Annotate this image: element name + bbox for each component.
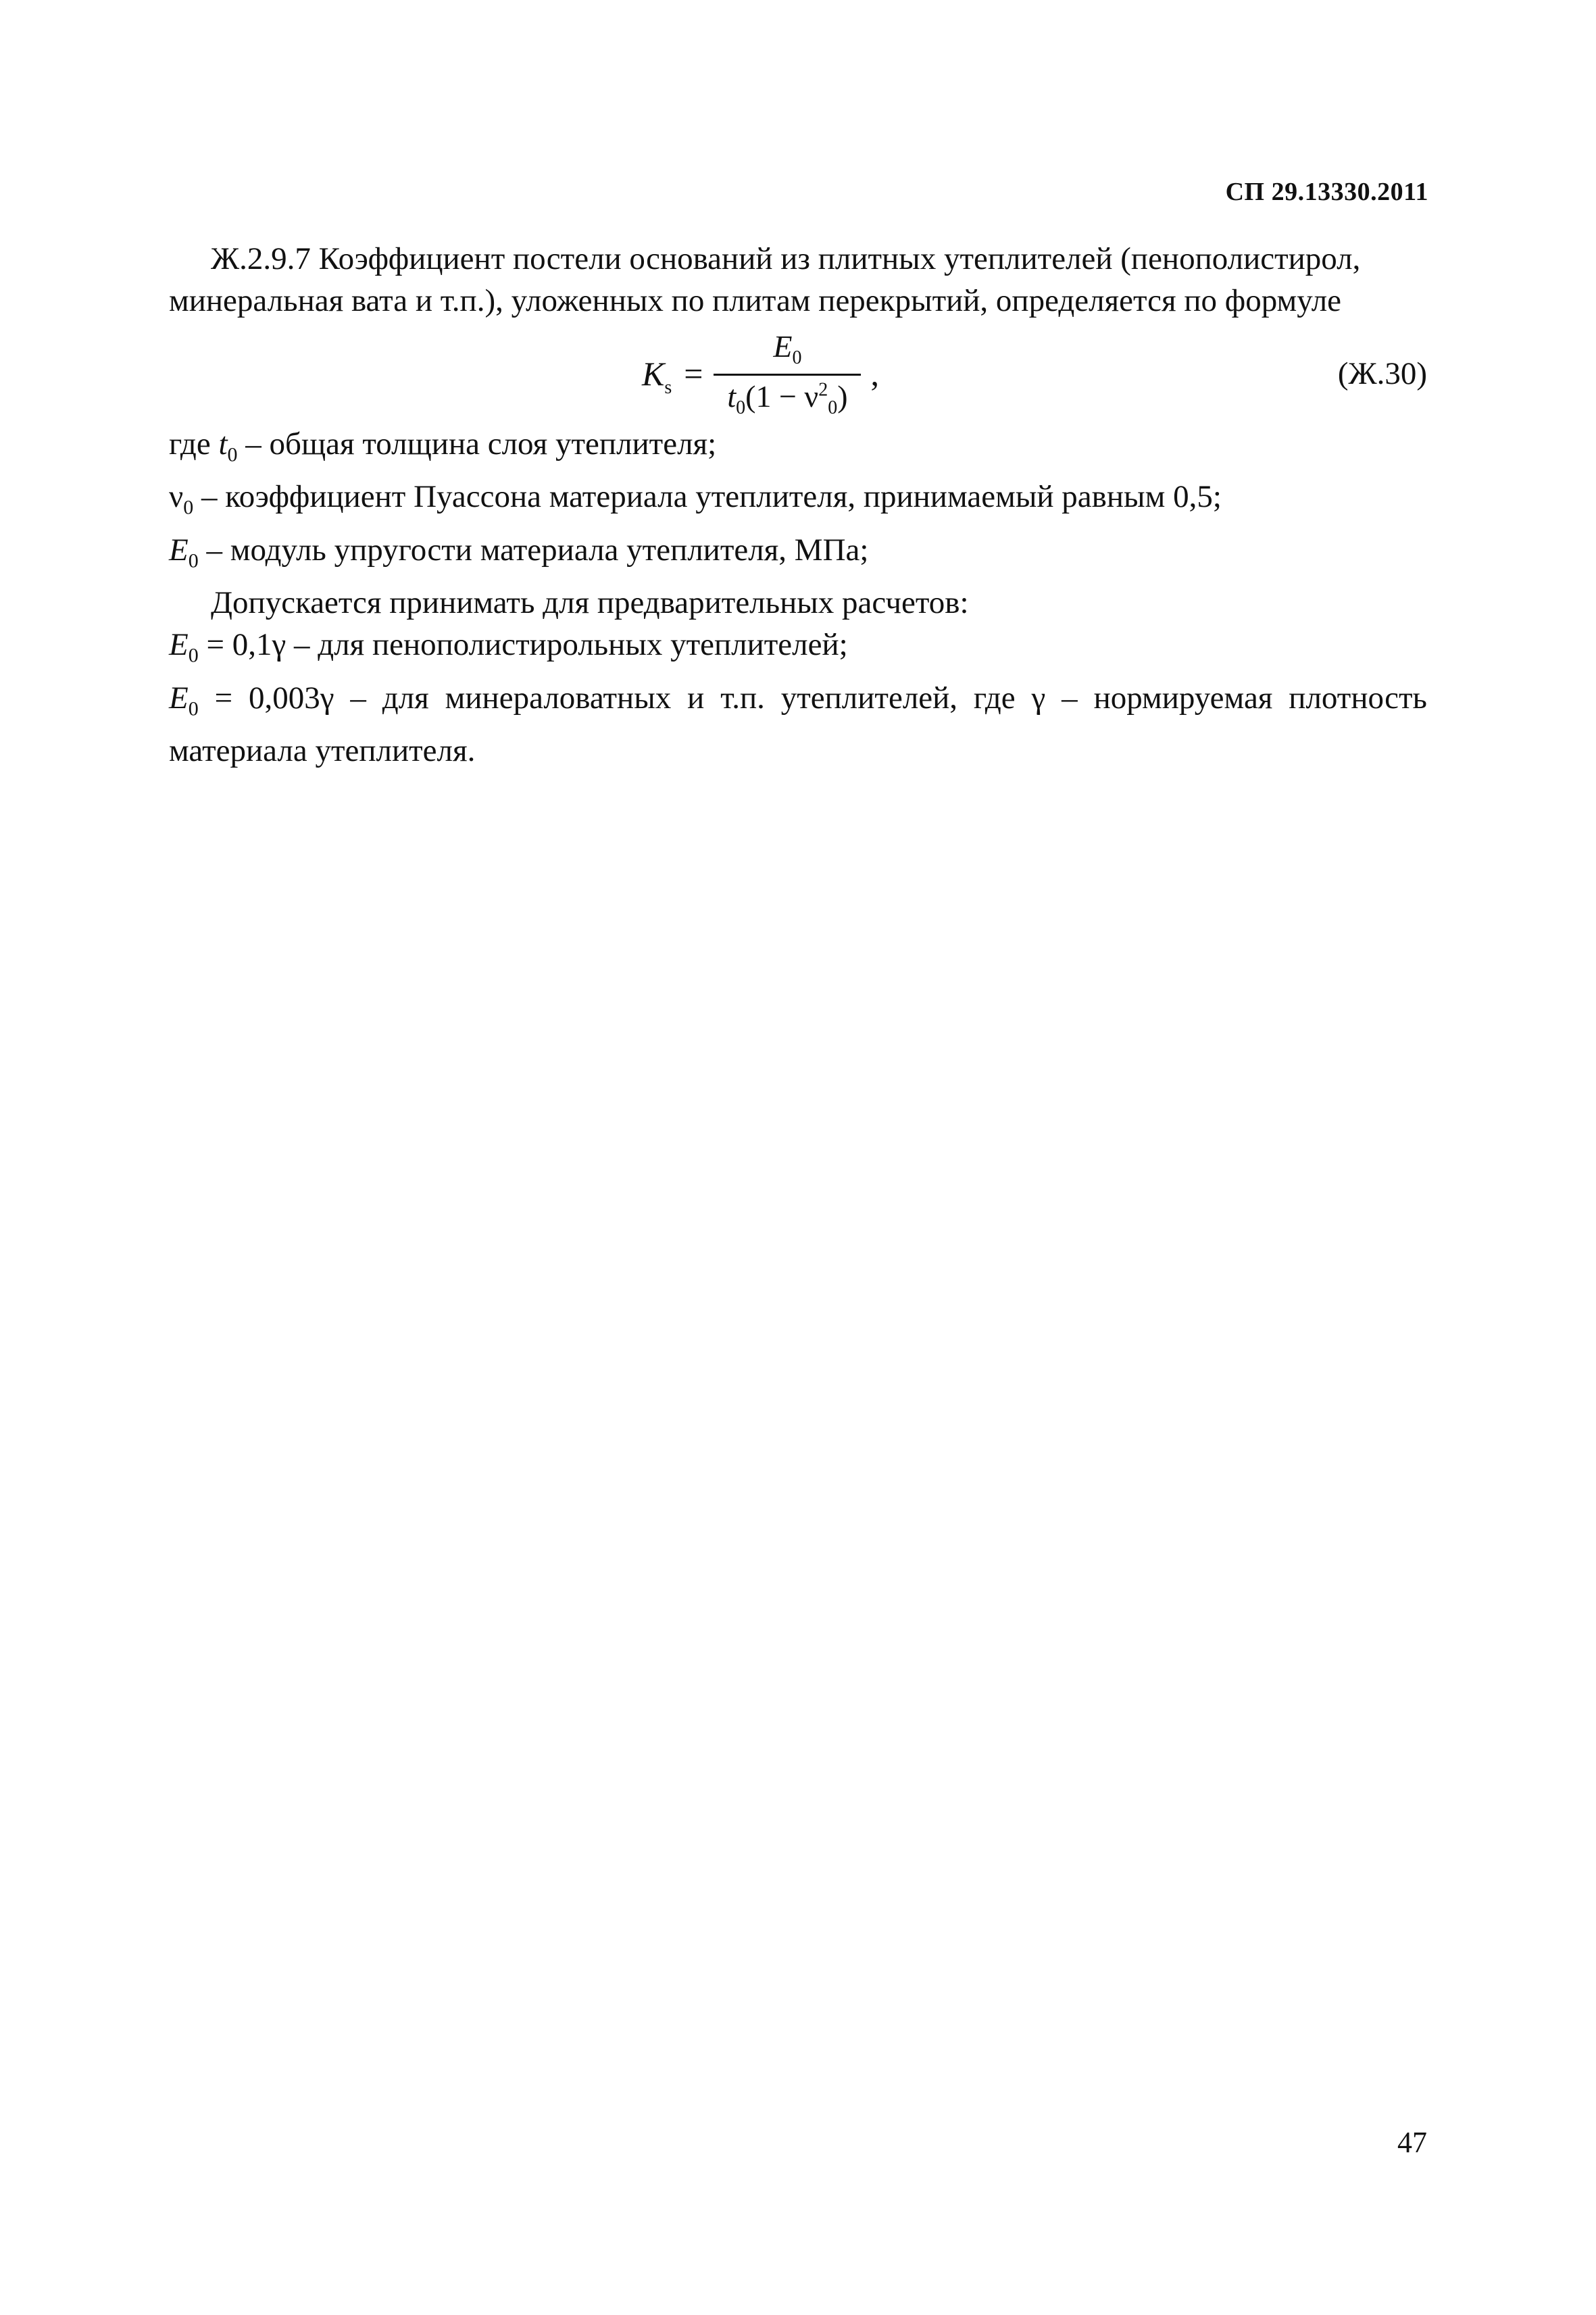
formula-number: (Ж.30) [1337, 356, 1427, 391]
document-code: СП 29.13330.2011 [1225, 178, 1428, 206]
definition-t0: где $t_0$ – общая толщина слоя утеплителя; [169, 426, 717, 466]
formula-lhs: $K_s$ [642, 355, 672, 398]
formula-zh-30 [169, 323, 1427, 424]
paragraph-line-1: Ж.2.9.7 Коэффициент постели оснований из плитных утеплителей (пенополистирол, [211, 241, 1361, 276]
formula-equals: = [684, 355, 703, 393]
formula-fraction [714, 328, 861, 418]
definitions [169, 423, 1427, 772]
formula-comma: , [870, 355, 879, 393]
allowed-note: Допускается принимать для предварительных расчетов: [211, 585, 969, 621]
definition-e0-foam: $E_0 = 0,1\gamma$ – для пенополистирольных утеплителей; [169, 627, 848, 667]
page-number: 47 [1397, 2126, 1427, 2159]
formula-expression [642, 323, 879, 424]
definition-e0-mineral-continuation: материала утеплителя. [169, 732, 476, 768]
paragraph-zh-2-9-7 [169, 238, 1427, 322]
formula-denominator: $t_0(1 - \nu^2_0)$ [727, 378, 848, 418]
definition-e0-mineral: $E_0 = 0,003\gamma$ – для минераловатных и т.п. утеплителей, где γ – нормируемая плотность [169, 680, 1427, 720]
paragraph-line-2: минеральная вата и т.п.), уложенных по плитам перекрытий, определяется по формуле [169, 283, 1342, 318]
definition-e0: $E_0$ – модуль упругости материала утеплителя, МПа; [169, 532, 869, 572]
definition-v0: $\nu_0$ – коэффициент Пуассона материала утеплителя, принимаемый равным 0,5; [169, 479, 1222, 519]
formula-numerator: $E_0$ [773, 329, 802, 369]
